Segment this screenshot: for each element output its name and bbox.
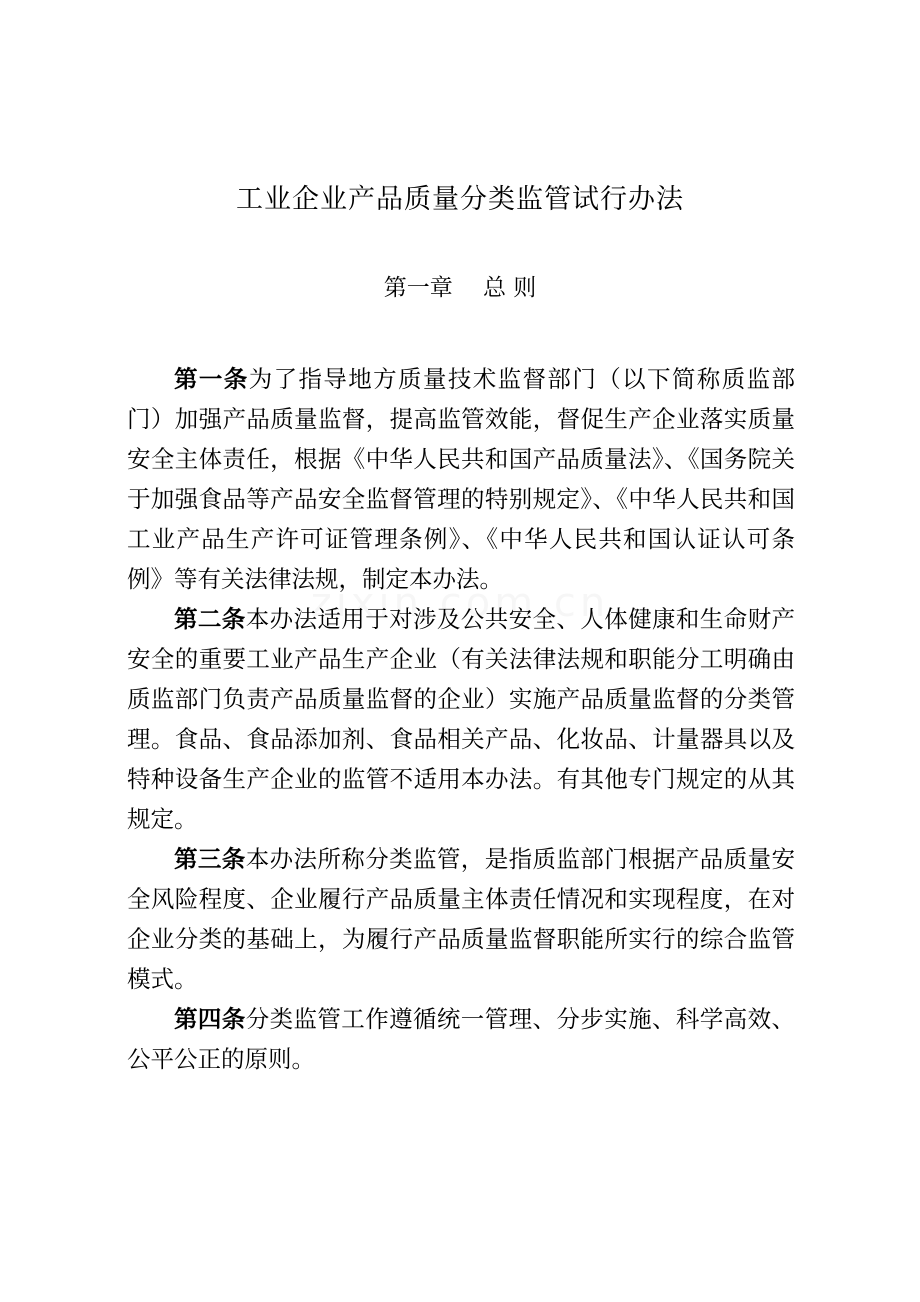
- article-1: [127, 359, 795, 599]
- article-text: 分类监管工作遵循统一管理、分步实施、科学高效、公平公正的原则。: [127, 1005, 796, 1073]
- article-text: 本办法适用于对涉及公共安全、人体健康和生命财产安全的重要工业产品生产企业（有关法律法规和职能分工明确由质监部门负责产品质量监督的企业）实施产品质量监督的分类管理。食品、食品添加剂、食品相关产品、化妆品、计量器具以及特种设备生产企业的监管不适用本办法。有其他专门规定的从其规定。: [127, 605, 796, 833]
- article-number: 第三条: [174, 845, 246, 873]
- article-number: 第二条: [174, 605, 246, 633]
- article-text: 本办法所称分类监管，是指质监部门根据产品质量安全风险程度、企业履行产品质量主体责任情况和实现程度，在对企业分类的基础上，为履行产品质量监督职能所实行的综合监管模式。: [127, 845, 796, 993]
- article-2: [127, 599, 795, 839]
- document-body: [127, 359, 795, 1079]
- article-number: 第四条: [174, 1005, 246, 1033]
- article-4: [127, 999, 795, 1079]
- article-3: [127, 839, 795, 999]
- document-title: 工业企业产品质量分类监管试行办法: [236, 184, 684, 215]
- article-text: 为了指导地方质量技术监督部门（以下简称质监部门）加强产品质量监督，提高监管效能，督促生产企业落实质量安全主体责任，根据《中华人民共和国产品质量法》、《国务院关于加强食品等产品安全监督管理的特别规定》、《中华人民共和国工业产品生产许可证管理条例》、《中华人民共和国认证认可条例》等有关法律法规，制定本办法。: [127, 365, 795, 593]
- article-number: 第一条: [174, 365, 249, 393]
- chapter-title: 第一章 总 则: [383, 275, 537, 301]
